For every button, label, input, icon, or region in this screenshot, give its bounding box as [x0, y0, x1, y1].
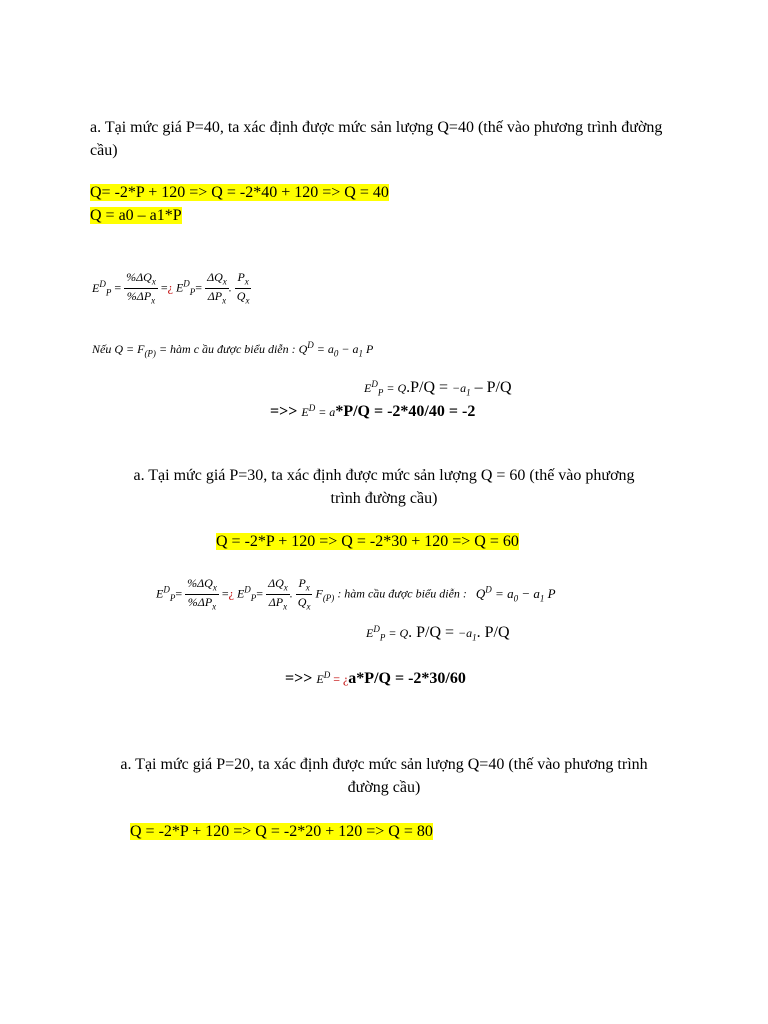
fraction-delta: $\frac{\Delta Q_x}{\Delta P_x}$ [207, 270, 227, 306]
section3-intro: a. Tại mức giá P=20, ta xác định được mức sản lượng Q=40 (thế vào phương trình đường cầu) [120, 756, 648, 796]
section1-equation-1 [90, 181, 389, 204]
highlight-eq2: Q = a0 – a1*P [90, 207, 182, 224]
elasticity-formula-2: $E^D_P=$ $\frac{\%\Delta Q_x}{\%\Delta P_x}$ =¿ $E^D_P=$ $\frac{\Delta Q_x}{\Delta P_x}$ . $\frac{P_x}{Q_x}$ $F_{(P)}$ : hàm cầu được biểu diễn : $Q^D = a_0 - a_1$ P [156, 576, 556, 612]
highlight-eq4: Q = -2*P + 120 => Q = -2*20 + 120 => Q = 80 [130, 823, 433, 840]
fraction-percent-2: $\frac{\%\Delta Q_x}{\%\Delta P_x}$ [187, 576, 217, 612]
fraction-delta-2: $\frac{\Delta Q_x}{\Delta P_x}$ [268, 576, 288, 612]
section1-equation-2 [90, 204, 182, 227]
fraction-percent: $\frac{\%\Delta Q_x}{\%\Delta P_x}$ [126, 270, 156, 306]
section1-intro: a. Tại mức giá P=40, ta xác định được mức sản lượng Q=40 (thế vào phương trình đường cầu) [90, 119, 663, 159]
fraction-pq: $\frac{P_x}{Q_x}$ [236, 270, 250, 306]
elasticity-symbol: $E^D_P$ [92, 278, 112, 298]
result-line-2: =>> $E^D$ = ¿a*P/Q = -2*30/60 [285, 670, 466, 687]
elasticity-line-2: $E^D_P = Q$. $P/Q = -a_1$. P/Q [366, 624, 510, 643]
highlight-eq1: Q= -2*P + 120 => Q = -2*40 + 120 => Q = 40 [90, 184, 389, 201]
elasticity-line-1: $E^D_P = Q.P/Q = -a_1 - P/Q$ [364, 379, 512, 398]
section2-equation-1 [216, 530, 519, 553]
highlight-eq3: Q = -2*P + 120 => Q = -2*30 + 120 => Q = 60 [216, 533, 519, 550]
fraction-pq-2: $\frac{P_x}{Q_x}$ [297, 576, 311, 612]
elasticity-formula-1: $E^D_P$ = $\frac{\%\Delta Q_x}{\%\Delta P_x}$ =¿ $E^D_P=$ $\frac{\Delta Q_x}{\Delta P_x}$ . $\frac{P_x}{Q_x}$ [92, 270, 250, 306]
section2-intro: a. Tại mức giá P=30, ta xác định được mức sản lượng Q = 60 (thế vào phương trình đường cầu) [133, 467, 635, 507]
section3-equation-1 [130, 820, 433, 843]
demand-function-line: Nếu $Q = F_{(P)}$ = hàm c ầu được biểu diễn : $Q^D = a_0 - a_1$ P [92, 340, 374, 359]
result-line-1: =>> $E^D = a*P/Q = -2*40/40 = -2$ [270, 403, 476, 420]
